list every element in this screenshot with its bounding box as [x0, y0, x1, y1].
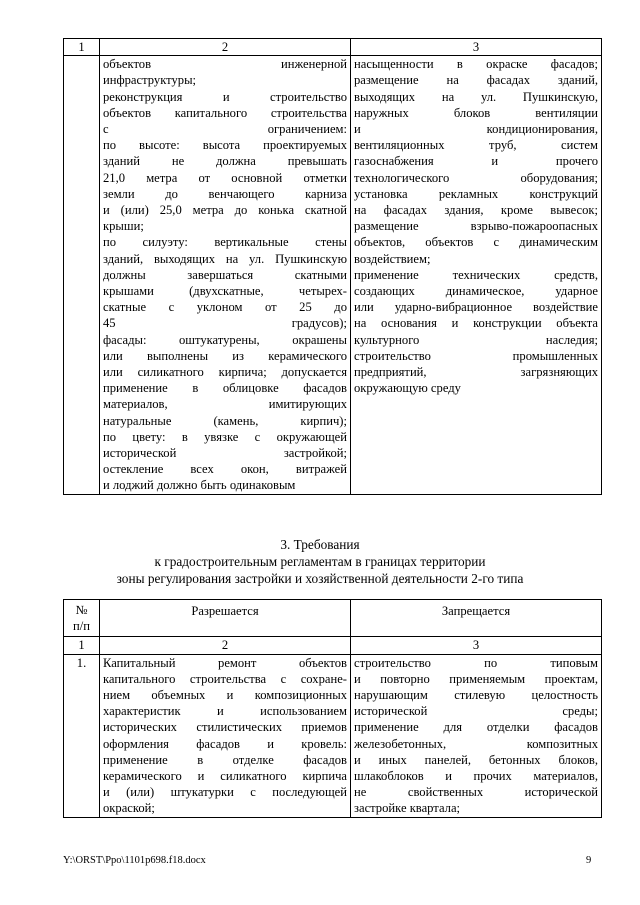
text-line: материалов, имитирующих — [103, 397, 347, 412]
number-header — [64, 600, 100, 637]
text-line: создающих динамическое, ударное — [354, 284, 598, 299]
table-index-row — [64, 637, 602, 654]
text-line: нарушающим стилевую целостность — [354, 688, 598, 703]
text-line: и (или) штукатурки с последующей — [103, 785, 347, 800]
empty-number-cell — [64, 56, 100, 494]
index-cell-3: 3 — [351, 39, 602, 56]
text-line: исторической застройкой; — [103, 446, 347, 461]
index-cell-2: 2 — [100, 637, 351, 654]
index-cell-2: 2 — [100, 39, 351, 56]
text-line: объектов, объектов с динамическим — [354, 235, 598, 250]
text-line: объектов капитального строительства — [103, 105, 347, 120]
text-line: или выполнены из керамического — [103, 348, 347, 363]
text-line: размещение на фасадах зданий, — [354, 73, 598, 88]
section-subtitle-line2: зоны регулирования застройки и хозяйственной деятельности 2-го типа — [116, 571, 524, 586]
text-line: по высоте: высота проектируемых — [103, 138, 347, 153]
row-number: 1. — [64, 654, 100, 817]
text-line: крыши; — [103, 219, 144, 234]
text-line: застройке квартала; — [354, 801, 461, 816]
text-line: на фасадах здания, кроме вывесок; — [354, 203, 598, 218]
text-line: воздействием; — [354, 251, 431, 266]
text-line: фасады: оштукатурены, окрашены — [103, 332, 347, 347]
table-header-row — [64, 600, 602, 637]
text-line: с ограничением: — [103, 122, 347, 137]
text-line: остекление всех окон, витражей — [103, 462, 347, 477]
text-line: зданий, выходящих на ул. Пушкинскую — [103, 251, 347, 266]
text-line: земли до венчающего карниза — [103, 186, 347, 201]
text-line: шлакоблоков и прочих материалов, — [354, 769, 598, 784]
text-line: газоснабжения и прочего — [354, 154, 598, 169]
text-line: не свойственных исторической — [354, 785, 598, 800]
text-line: и иных панелей, бетонных блоков, — [354, 752, 598, 767]
page-number: 9 — [586, 855, 592, 866]
text-line: и (или) 25,0 метра до конька скатной — [103, 203, 347, 218]
text-line: предприятий, загрязняющих — [354, 365, 598, 380]
table-row — [64, 56, 602, 494]
number-header-line2: п/п — [73, 619, 90, 634]
text-line: 45 градусов); — [103, 316, 347, 331]
text-line: скатные с уклоном от 25 до — [103, 300, 347, 315]
text-line: насыщенности в окраске фасадов; — [354, 57, 598, 72]
text-line: на основания и конструкции объекта — [354, 316, 598, 331]
text-line: крышами (двухскатные, четырех- — [103, 284, 347, 299]
text-line: керамического и силикатного кирпича — [103, 769, 347, 784]
text-line: выходящих на ул. Пушкинскую, — [354, 89, 598, 104]
text-line: Капитальный ремонт объектов — [103, 655, 347, 670]
text-line: культурного наследия; — [354, 332, 598, 347]
text-line: окружающую среду — [354, 381, 461, 396]
text-line: вентиляционных труб, систем — [354, 138, 598, 153]
text-line: строительство промышленных — [354, 348, 598, 363]
text-line: оформления фасадов и кровель: — [103, 736, 347, 751]
text-line: применение в облицовке фасадов — [103, 381, 347, 396]
text-line: исторических стилистических приемов — [103, 720, 347, 735]
index-cell-1: 1 — [64, 39, 100, 56]
text-line: установка рекламных конструкций — [354, 186, 598, 201]
text-line: или ударно-вибрационное воздействие — [354, 300, 598, 315]
index-cell-3: 3 — [351, 637, 602, 654]
text-line: реконструкция и строительство — [103, 89, 347, 104]
text-line: натуральные (камень, кирпич); — [103, 413, 347, 428]
text-line: инфраструктуры; — [103, 73, 197, 88]
allowed-header: Разрешается — [100, 600, 351, 637]
text-line: применение в отделке фасадов — [103, 752, 347, 767]
forbidden-text-cell — [351, 654, 602, 817]
text-line: и кондиционирования, — [354, 122, 598, 137]
text-line: характеристик и использованием — [103, 704, 347, 719]
forbidden-text-cell — [351, 56, 602, 494]
text-line: или силикатного кирпича; допускается — [103, 365, 347, 380]
table-row — [64, 654, 602, 817]
text-line: наружных блоков вентиляции — [354, 105, 598, 120]
text-line: строительство по типовым — [354, 655, 598, 670]
number-header-line1: № — [75, 603, 88, 617]
text-line: по цвету: в увязке с окружающей — [103, 429, 347, 444]
text-line: 21,0 метра от основной отметки — [103, 170, 347, 185]
index-cell-1: 1 — [64, 637, 100, 654]
text-line: исторической среды; — [354, 704, 598, 719]
text-line: должны завершаться скатными — [103, 267, 347, 282]
file-path-footer: Y:\ORST\Ppo\1101p698.f18.docx — [63, 855, 206, 866]
text-line: объектов инженерной — [103, 57, 347, 72]
text-line: железобетонных, композитных — [354, 736, 598, 751]
text-line: капитального строительства с сохране- — [103, 671, 347, 686]
text-line: размещение взрыво-пожароопасных — [354, 219, 598, 234]
text-line: применение для отделки фасадов — [354, 720, 598, 735]
text-line: применение технических средств, — [354, 267, 598, 282]
text-line: и лоджий должно быть одинаковым — [103, 478, 296, 493]
section-subtitle-line1: к градостроительным регламентам в границах территории — [154, 554, 486, 569]
text-line: технологического оборудования; — [354, 170, 598, 185]
table-index-row — [64, 39, 602, 56]
text-line: зданий не должна превышать — [103, 154, 347, 169]
regulations-table-continued — [63, 38, 602, 495]
text-line: окраской; — [103, 801, 155, 816]
zone-regulations-table — [63, 599, 602, 818]
allowed-text-cell — [100, 56, 351, 494]
allowed-text-cell — [100, 654, 351, 817]
text-line: нием объемных и композиционных — [103, 688, 347, 703]
text-line: по силуэту: вертикальные стены — [103, 235, 347, 250]
section-title: 3. Требования — [280, 537, 360, 552]
forbidden-header: Запрещается — [351, 600, 602, 637]
text-line: и повторно применяемым проектам, — [354, 671, 598, 686]
